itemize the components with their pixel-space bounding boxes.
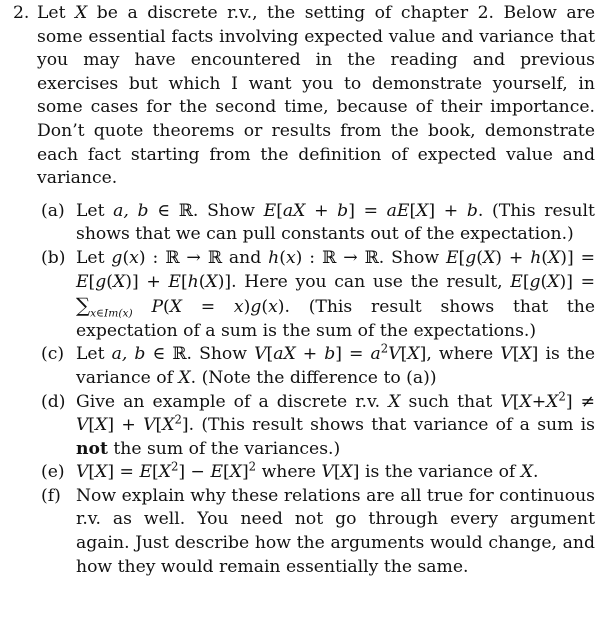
superscript: 2 [558,388,566,403]
part-label: (f) [41,485,61,506]
math-var: P [151,297,164,318]
math-var: b [337,200,349,221]
part-text: Give an example of a discrete r.v. X such that $V[X+X^2] \ne V[X] + V[X^2]$. (This result shows that variance of a sum is not the sum of the variances.) [76,388,595,459]
math-var: X [169,297,182,318]
part-text: Let g(x) : ℝ → ℝ and h(x) : ℝ → ℝ. Show E[g(X) + h(X)] = E[g(X)] + E[h(X)]. Here you can use the result, $E[g(X)] = \sum_{x\in Im(x)}$ P(X = x)g(x). (This result shows that the expectation of a sum is the sum of the expectations.) [76,247,596,341]
problem-2 [13,2,595,579]
superscript: 2 [380,341,389,356]
math-var: x [129,247,139,268]
math-var: g [465,247,477,268]
math-var: X [520,462,534,483]
part-b [13,247,595,343]
math-var: X [407,344,420,365]
math-var: x [233,297,244,318]
math-var: a, b [111,344,146,365]
part-label: (d) [41,391,66,412]
part-e [13,461,595,485]
math-var: X [229,462,242,483]
math-var: aE [386,200,410,221]
math-var: X [548,247,561,268]
math-var: X [75,3,88,23]
math-var: aX [282,200,306,221]
math-var: x [268,297,278,318]
math-var: V [254,344,267,365]
math-var: X [416,200,429,221]
math-var: V [143,415,156,436]
math-var: X [483,247,496,268]
part-text: Let a, b ∈ ℝ. Show E[aX + b] = aE[X] + b. (This result shows that we can pull constants out of the expectation.) [76,200,595,245]
math-var: V [76,462,89,483]
math-var: h [268,247,280,268]
math-var: X [95,462,108,483]
math-var: x [285,247,296,268]
math-var: X [546,391,559,412]
math-var: X [178,367,191,388]
math-var: V [321,462,334,483]
math-var: E [168,271,181,292]
part-label: (e) [41,462,65,483]
part-text: Let a, b ∈ ℝ. Show $V[aX + b] = a^2V[X]$, where V[X] is the variance of X. (Note the difference to (a)) [76,341,595,388]
math-var: E [210,462,223,483]
math-var: aX [273,344,296,365]
math-var: X [388,391,401,412]
superscript: 2 [170,459,179,474]
math-var: V [76,415,89,436]
math-var: b [466,200,478,221]
part-text: $V[X] = E[X^2] - E[X]^2$ where V[X] is the variance of X. [76,459,539,483]
math-var: X [519,391,532,412]
math-var: V [500,391,513,412]
math-var: E [510,271,523,292]
math-var: E [446,247,459,268]
math-var: g [250,297,262,318]
math-var: b [324,344,336,365]
math-var: V [500,344,513,365]
part-a [13,200,595,247]
part-text: Now explain why these relations are all true for continuous r.v. as well. You need not go through every argument again. Just describe how the arguments would change, and how they would remain essentially the same. [76,485,595,577]
part-label: (a) [41,200,65,221]
math-var: g [111,247,123,268]
math-var: E [139,462,152,483]
math-var: X [113,271,126,292]
math-var: E [76,271,89,292]
math-var: X [547,271,560,292]
math-var: a, b [113,200,149,221]
problem-parts [13,200,595,580]
problem-number: 2. [13,3,30,23]
math-var: g [95,271,107,292]
bold-word: not [76,438,108,459]
part-c [13,343,595,390]
part-d [13,388,595,462]
math-var: X [519,344,532,365]
part-label: (b) [41,247,66,268]
math-var: a [370,344,381,365]
math-var: X [340,462,353,483]
math-var: h [530,247,542,268]
summation: $\sum_{x\in Im(x)}$ [76,294,133,320]
math-var: X [158,462,171,483]
math-var: X [95,415,108,436]
part-f [13,485,595,579]
superscript: 2 [248,459,257,474]
math-var: g [529,271,541,292]
math-var: X [205,271,218,292]
part-label: (c) [41,344,65,365]
superscript: 2 [174,412,182,427]
math-var: X [162,415,175,436]
problem-intro: Let X be a discrete r.v., the setting of chapter 2. Below are some essential facts involving expected value and variance that you may have encountered in the reading and previous exercises but which I want you to demonstrate yourself, in some cases for the second time, because of their importance. Don’t quote theorems or results from the book, demonstrate each fact starting from the definition of expected value and variance. [37,3,595,189]
math-var: h [187,271,199,292]
math-var: V [388,344,401,365]
math-var: E [263,200,277,221]
